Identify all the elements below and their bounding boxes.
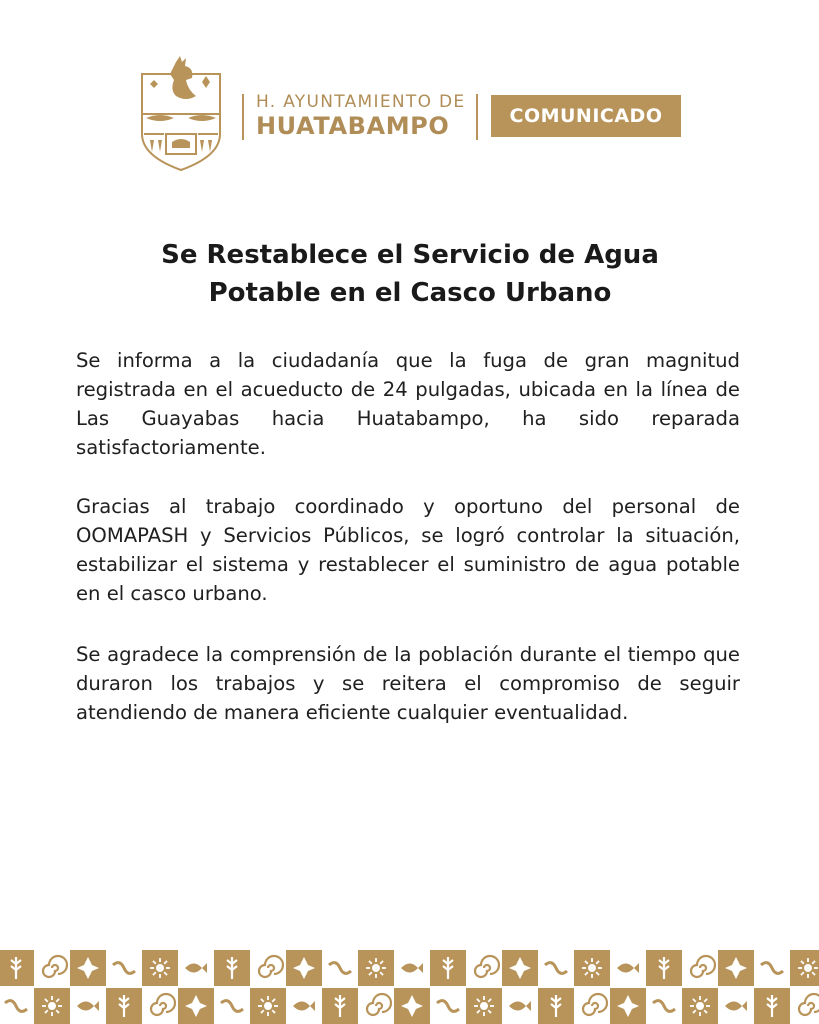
pattern-tile: [394, 988, 430, 1024]
pattern-tile: [610, 988, 646, 1024]
pattern-tile: [106, 950, 142, 986]
pattern-tile: [718, 950, 754, 986]
pattern-tile: [286, 988, 322, 1024]
header: [136, 56, 696, 176]
pattern-tile: [466, 988, 502, 1024]
pattern-tile: [70, 988, 106, 1024]
pattern-tile: [754, 950, 790, 986]
pattern-tile: [142, 950, 178, 986]
body-text: [76, 346, 740, 757]
title-line-2: Potable en el Casco Urbano: [208, 278, 612, 308]
org-name-line1: H. AYUNTAMIENTO DE: [256, 92, 466, 112]
pattern-tile: [682, 988, 718, 1024]
pattern-tile: [394, 950, 430, 986]
pattern-tile: [250, 988, 286, 1024]
comunicado-badge: COMUNICADO: [491, 95, 681, 137]
pattern-tile: [70, 950, 106, 986]
pattern-tile: [610, 950, 646, 986]
pattern-tile: [790, 988, 819, 1024]
title-line-1: Se Restablece el Servicio de Agua: [161, 240, 659, 270]
sun-icon: [690, 996, 710, 1016]
pattern-tile: [538, 988, 574, 1024]
pattern-tile: [358, 950, 394, 986]
pattern-tile: [718, 988, 754, 1024]
pattern-tile: [106, 988, 142, 1024]
sun-icon: [798, 958, 818, 978]
pattern-tile: [0, 950, 34, 986]
pattern-tile: [142, 988, 178, 1024]
pattern-tile: [574, 988, 610, 1024]
pattern-tile: [466, 950, 502, 986]
page-title: [60, 236, 760, 312]
pattern-tile: [646, 950, 682, 986]
paragraph-3: Se agradece la comprensión de la población durante el tiempo que duraron los trabajos y se reitera el compromiso de seguir atendiendo de manera eficiente cualquier eventualidad.: [76, 643, 740, 724]
pattern-tile: [430, 988, 466, 1024]
sun-icon: [42, 996, 62, 1016]
pattern-tile: [214, 988, 250, 1024]
pattern-tile: [430, 950, 466, 986]
pattern-tile: [502, 988, 538, 1024]
pattern-tile: [574, 950, 610, 986]
pattern-tile: [214, 950, 250, 986]
pattern-tile: [682, 950, 718, 986]
municipal-crest-icon: [136, 56, 226, 174]
org-name-line2: HUATABAMPO: [256, 112, 450, 140]
divider-line: [476, 94, 478, 140]
pattern-tile: [358, 988, 394, 1024]
divider-line: [242, 94, 244, 140]
pattern-tile: [322, 950, 358, 986]
pattern-tile: [790, 950, 819, 986]
sun-icon: [150, 958, 170, 978]
pattern-tile: [34, 950, 70, 986]
sun-icon: [474, 996, 494, 1016]
decorative-pattern-footer: [0, 950, 819, 1024]
paragraph-1: Se informa a la ciudadanía que la fuga de gran magnitud registrada en el acueducto de 24 pulgadas, ubicada en la línea de Las Guayabas hacia Huatabampo, ha sido reparada satisfactoriamente.: [76, 349, 740, 459]
pattern-tile: [286, 950, 322, 986]
paragraph-2: Gracias al trabajo coordinado y oportuno del personal de OOMAPASH y Servicios Públicos, se logró controlar la situación, estabilizar el sistema y restablecer el suministro de agua potable en el casco urbano.: [76, 495, 740, 605]
pattern-tile: [754, 988, 790, 1024]
pattern-tile: [34, 988, 70, 1024]
sun-icon: [366, 958, 386, 978]
pattern-tile: [322, 988, 358, 1024]
pattern-tile: [0, 988, 34, 1024]
pattern-tile: [178, 988, 214, 1024]
pattern-tile: [250, 950, 286, 986]
pattern-tile: [646, 988, 682, 1024]
sun-icon: [258, 996, 278, 1016]
pattern-tile: [538, 950, 574, 986]
pattern-tile: [178, 950, 214, 986]
pattern-tile: [502, 950, 538, 986]
sun-icon: [582, 958, 602, 978]
